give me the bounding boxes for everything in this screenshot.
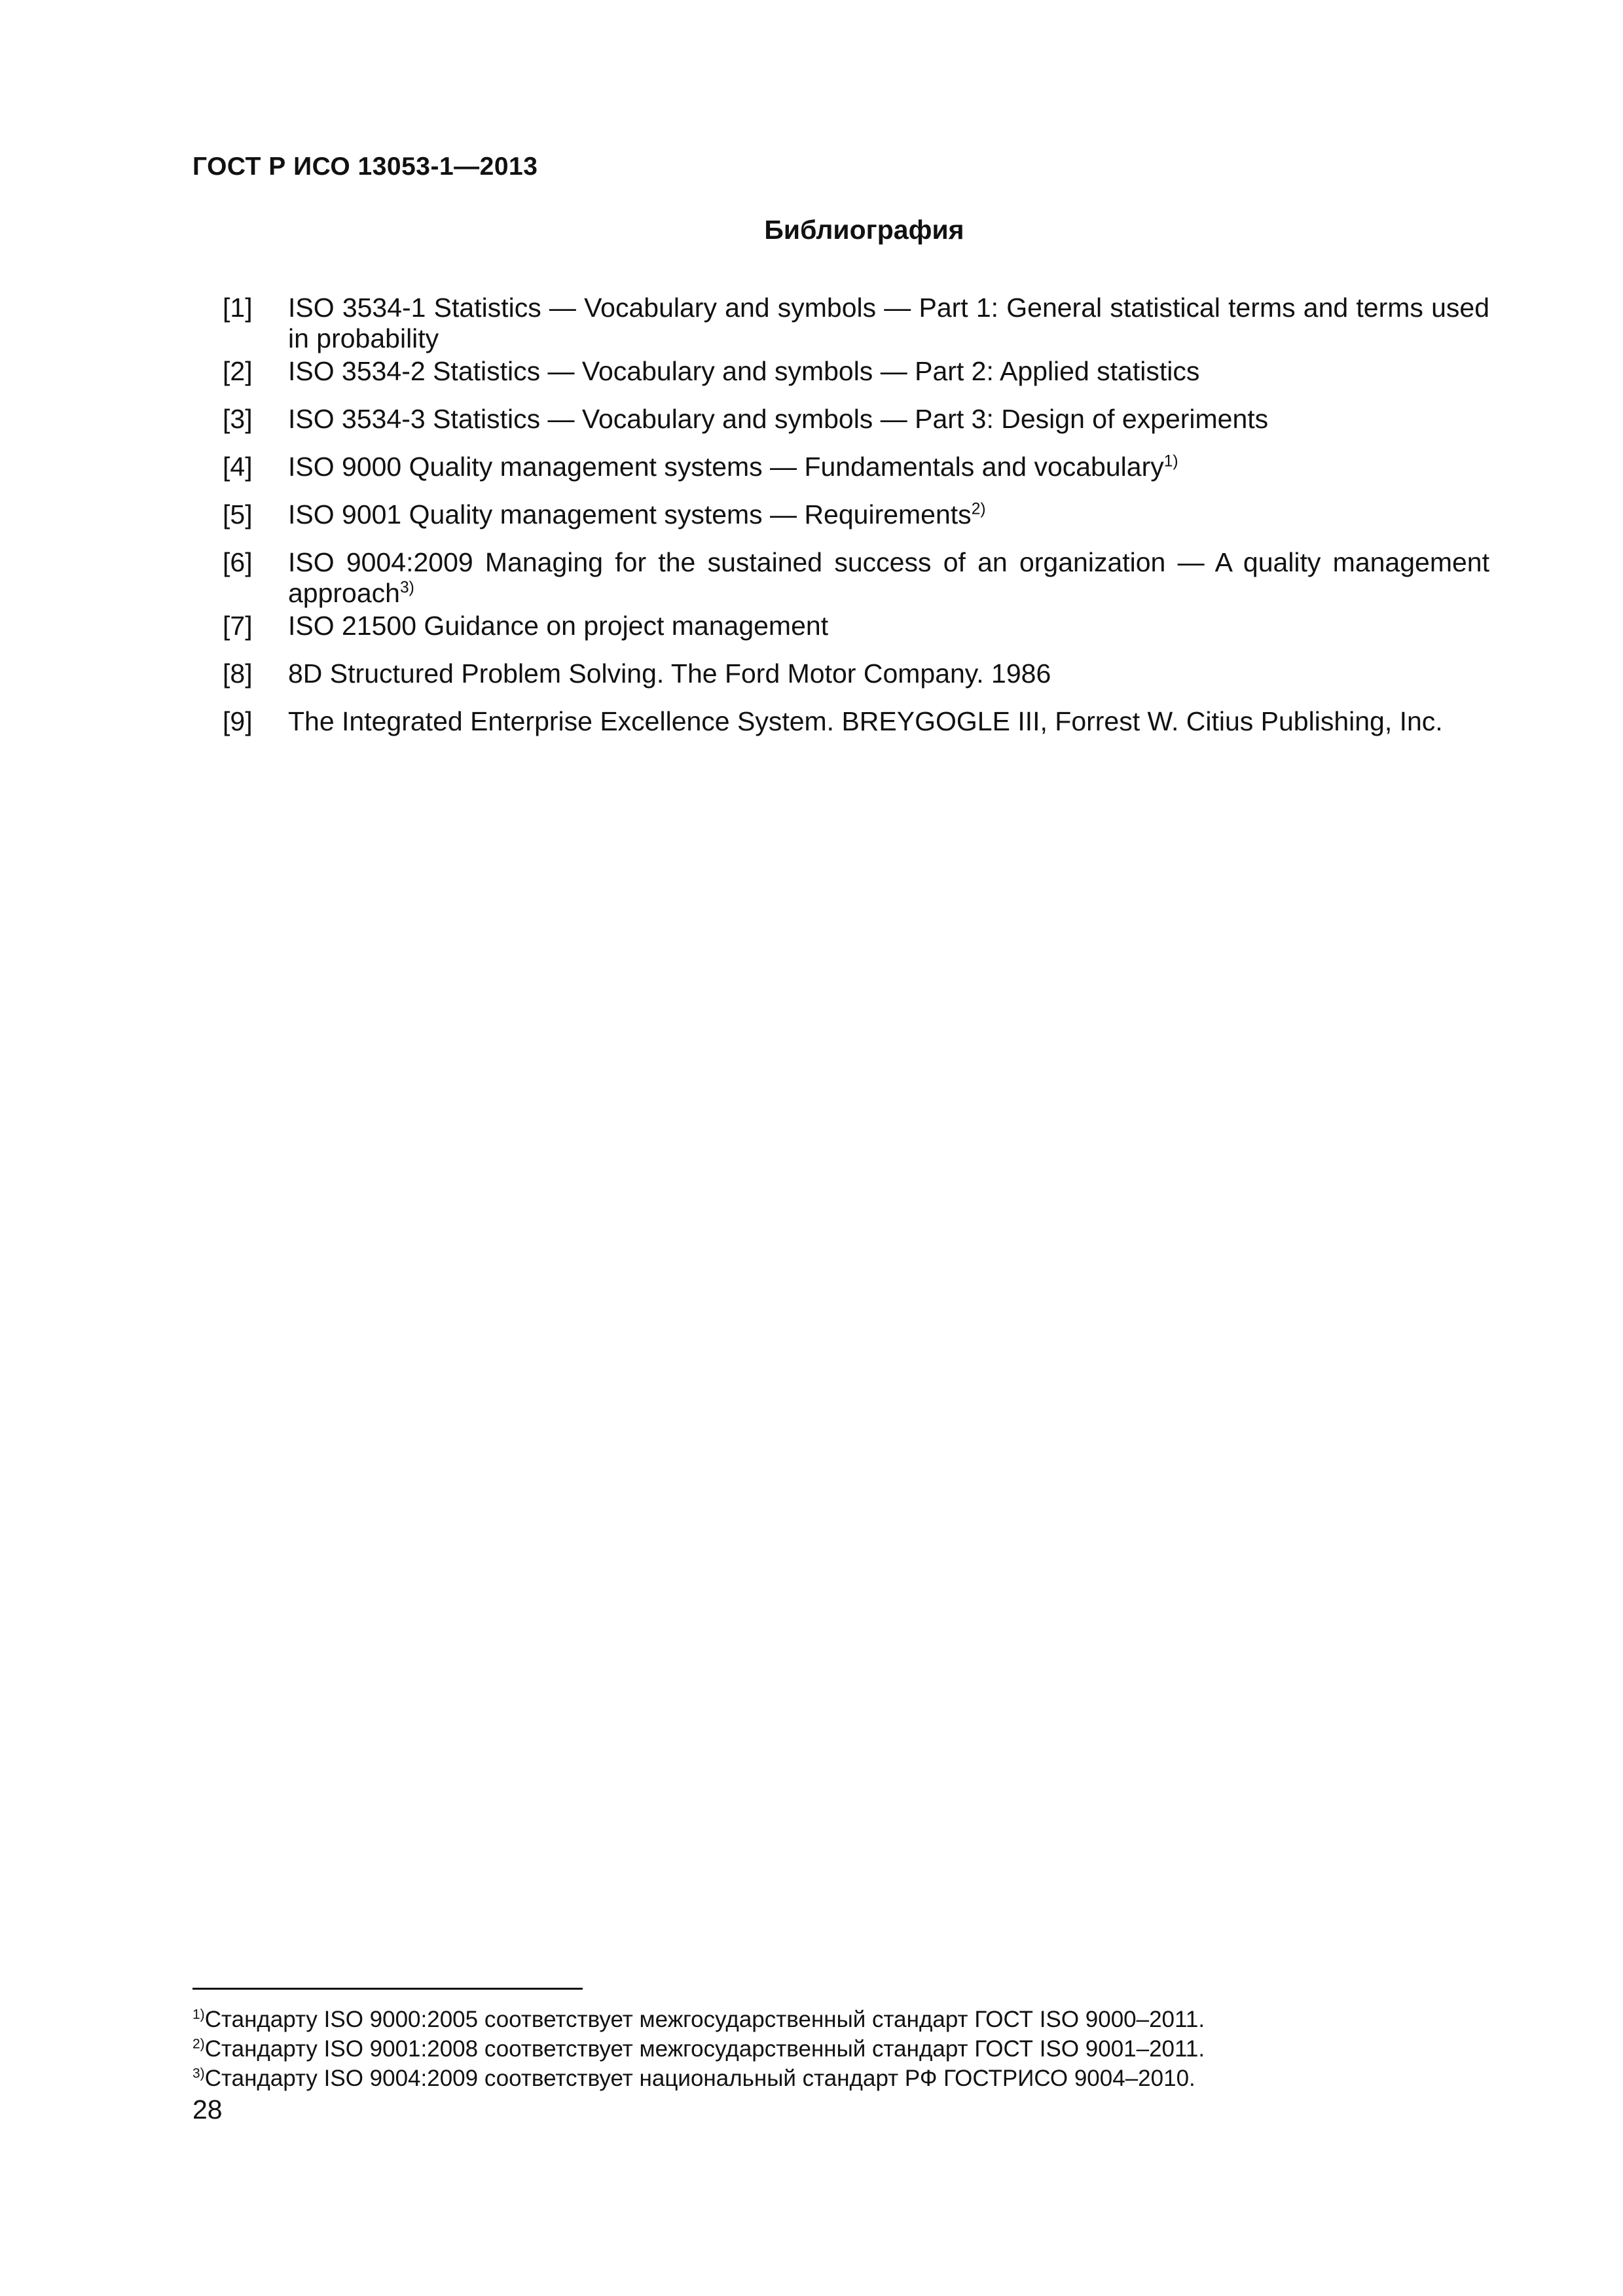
bibliography-item-text [288,706,1489,737]
bibliography-item-text [288,658,1489,689]
bibliography-item-text [288,404,1489,435]
bibliography-item-text [288,356,1489,387]
footnote-reference: 1) [1163,452,1178,471]
footnote [192,2034,1436,2064]
footnote-reference: 2) [971,500,986,518]
footnote-separator [192,1988,583,1990]
bibliography-item [223,547,1489,609]
footnote-mark: 2) [192,2036,205,2052]
bibliography-item-number: [4] [223,452,253,482]
page-number: 28 [192,2094,223,2125]
bibliography-item-number: [1] [223,293,253,323]
bibliography-item-number: [7] [223,611,253,641]
bibliography-item-text [288,499,1489,530]
bibliography-item-text [288,293,1489,354]
bibliography-item [223,611,1489,641]
bibliography-item-title: ISO 9001 Quality management systems — Requirements [288,499,972,529]
footnote-text: Стандарту ISO 9004:2009 соответствует национальный стандарт РФ ГОСТРИСО 9004–2010. [204,2066,1195,2091]
bibliography-title: Библиография [764,215,964,245]
bibliography-item-title: ISO 21500 Guidance on project management [288,611,829,641]
footnote-text: Стандарту ISO 9000:2005 соответствует межгосударственный стандарт ГОСТ ISO 9000–2011. [204,2007,1205,2032]
footnote-mark: 1) [192,2007,205,2022]
bibliography-item-title: ISO 3534-1 Statistics — Vocabulary and symbols — Part 1: General statistical terms and terms used in probability [288,293,1489,353]
bibliography-item-text [288,611,1489,641]
bibliography-item [223,658,1489,689]
bibliography-item [223,499,1489,530]
footnotes-block [192,2005,1436,2093]
bibliography-item-number: [2] [223,356,253,386]
bibliography-item [223,452,1489,482]
bibliography-item-title: The Integrated Enterprise Excellence System. BREYGOGLE III, Forrest W. Citius Publishing, Inc. [288,706,1443,736]
bibliography-item-text [288,452,1489,482]
bibliography-item-text [288,547,1489,609]
bibliography-item-number: [9] [223,706,253,736]
footnote [192,2005,1436,2034]
bibliography-item [223,293,1489,354]
bibliography-item [223,706,1489,737]
bibliography-item-title: ISO 9000 Quality management systems — Fundamentals and vocabulary [288,452,1164,482]
bibliography-item [223,404,1489,435]
footnote-text: Стандарту ISO 9001:2008 соответствует межгосударственный стандарт ГОСТ ISO 9001–2011. [204,2036,1205,2062]
bibliography-list [223,293,1489,754]
bibliography-item-title: ISO 3534-2 Statistics — Vocabulary and symbols — Part 2: Applied statistics [288,356,1200,386]
bibliography-item [223,356,1489,387]
footnote-mark: 3) [192,2066,205,2081]
bibliography-item-number: [5] [223,499,253,529]
bibliography-item-title: ISO 9004:2009 Managing for the sustained success of an organization — A quality management approach [288,547,1489,608]
bibliography-item-number: [6] [223,547,253,577]
bibliography-item-number: [3] [223,404,253,434]
document-code-header: ГОСТ Р ИСО 13053-1—2013 [192,152,538,181]
footnote [192,2064,1436,2093]
bibliography-item-title: 8D Structured Problem Solving. The Ford Motor Company. 1986 [288,658,1051,689]
bibliography-item-title: ISO 3534-3 Statistics — Vocabulary and symbols — Part 3: Design of experiments [288,404,1269,434]
bibliography-item-number: [8] [223,658,253,689]
footnote-reference: 3) [399,579,414,597]
